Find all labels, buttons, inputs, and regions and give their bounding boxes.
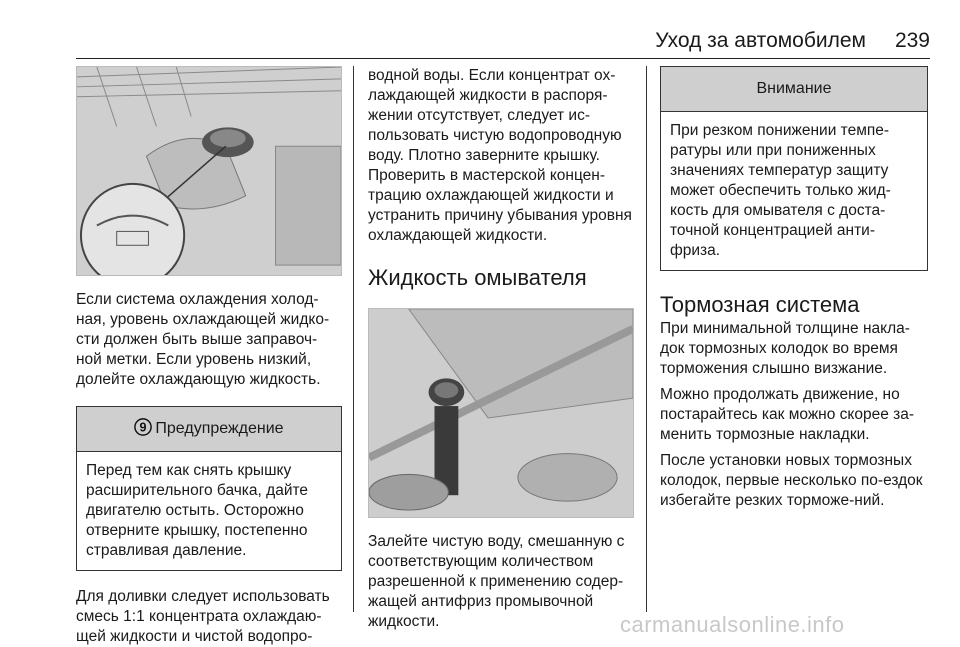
attention-box xyxy=(660,66,928,271)
column-divider-2 xyxy=(646,66,647,612)
column-middle xyxy=(368,66,634,632)
page-header-title: Уход за автомобилем xyxy=(655,29,866,52)
attention-text: При резком понижении темпе-ратуры или при пониженных значениях температур защиту может обеспечить только жид-кость для омывателя с доста-точной концентрацией анти-фриза. xyxy=(670,122,891,259)
attention-header: Внимание xyxy=(661,67,927,112)
coolant-tank-photo xyxy=(76,66,342,276)
washer-reservoir-photo xyxy=(368,308,634,518)
watermark: carmanualsonline.info xyxy=(620,612,845,637)
column-left xyxy=(76,66,342,647)
column-right xyxy=(660,66,928,511)
warning-box xyxy=(76,406,342,571)
section-heading-washer-fluid: Жидкость омывателя xyxy=(368,265,587,290)
brake-pads-text: При минимальной толщине накла-док тормозных колодок во время торможения слышно визжание. xyxy=(660,320,910,377)
washer-fluid-text: Залейте чистую воду, смешанную с соответствующим количеством разрешенной к применению содер-жащей антифриз промывочной жидкости. xyxy=(368,533,625,630)
header-divider xyxy=(76,58,930,59)
warning-text: Перед тем как снять крышку расширительного бачка, дайте двигателю остыть. Осторожно отверните крышку, постепенно стравливая давление. xyxy=(86,462,309,559)
warning-icon xyxy=(134,418,152,436)
brake-new-pads-text: После установки новых тормозных колодок, первые несколько по-ездок избегайте резких торможе-ний. xyxy=(660,452,923,509)
warning-header xyxy=(77,407,341,452)
coolant-mix-text: Для доливки следует использовать смесь 1:1 концентрата охлаждаю-щей жидкости и чистой водопро- xyxy=(76,588,330,645)
section-heading-brakes: Тормозная система xyxy=(660,292,860,317)
page-number: 239 xyxy=(894,29,930,52)
svg-text:9: 9 xyxy=(139,420,147,435)
coolant-water-text: водной воды. Если концентрат ох-лаждающей жидкости в распоря-жении отсутствует, следует ис-пользовать чистую водопроводную воду. Плотно заверните крышку. Проверить в мастерской концен-трацию охлаждающей жидкости и устранить причину убывания уровня охлаждающей жидкости. xyxy=(368,67,632,244)
coolant-level-text: Если система охлаждения холод-ная, уровень охлаждающей жидко-сти должен быть выше заправоч-ной метки. Если уровень низкий, долейте охлаждающую жидкость. xyxy=(76,291,330,388)
brake-continue-text: Можно продолжать движение, но постарайтесь как можно скорее за-менить тормозные накладки. xyxy=(660,386,915,443)
warning-title: Предупреждение xyxy=(155,420,284,437)
column-divider-1 xyxy=(353,66,354,612)
